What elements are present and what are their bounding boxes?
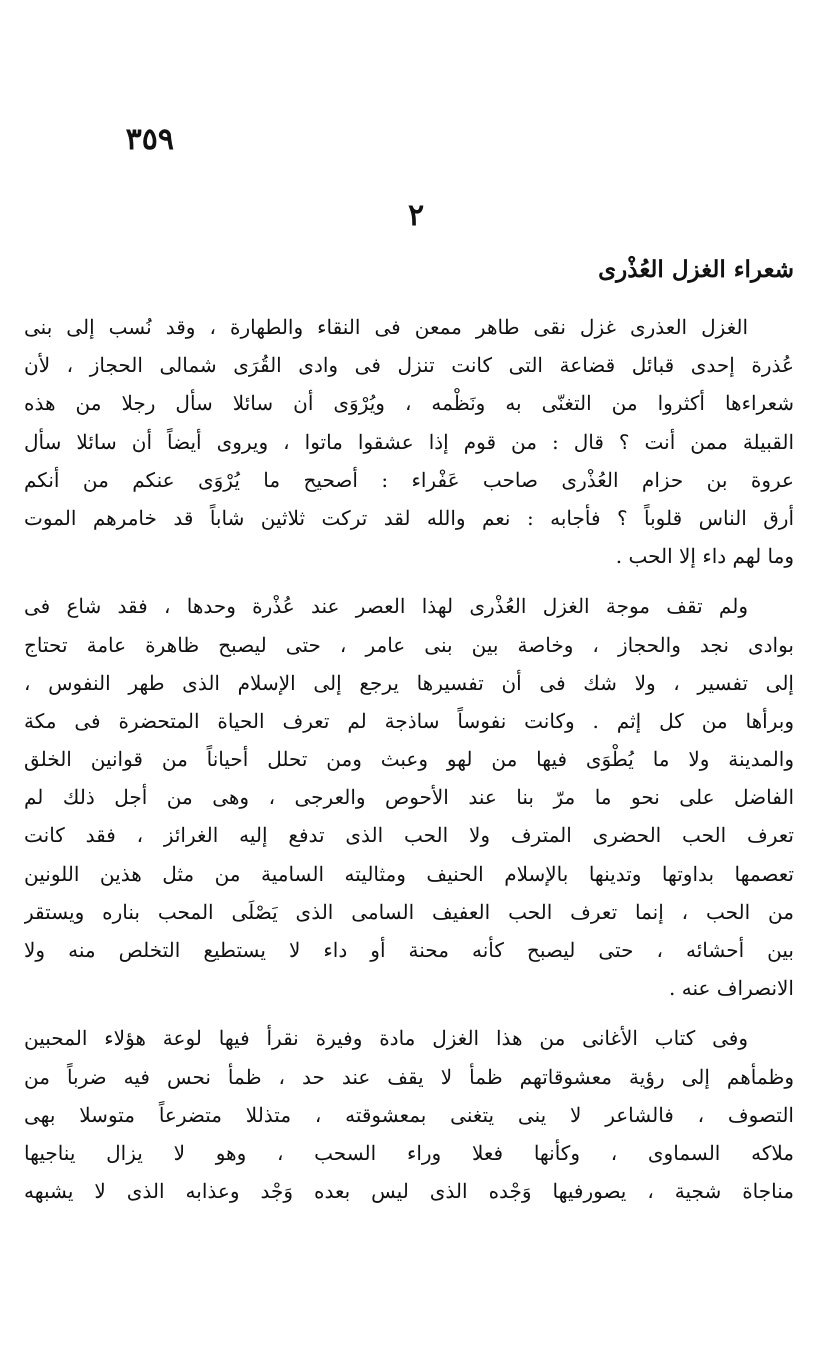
text-line: ملاكه السماوى ، وكأنها فعلا وراء السحب ، وهو لا يزال يناجيها bbox=[24, 1140, 794, 1165]
text-line: والمدينة ولا ما يُطْوَى فيها من لهو وعبث ومن تحلل أحياناً من قوانين الخلق bbox=[24, 747, 794, 772]
text-line: من الحب ، إنما تعرف الحب العفيف السامى الذى يَصْلَى المحب بناره ويستقر bbox=[24, 899, 794, 924]
text-line: بوادى نجد والحجاز ، وخاصة بين بنى عامر ، حتى ليصبح ظاهرة عامة تحتاج bbox=[24, 632, 794, 657]
text-line: تعرف الحب الحضرى المترف ولا الحب الذى تدفع إليه الغرائز ، فقد كانت bbox=[24, 823, 794, 848]
text-line: شعراءها أكثروا من التغنّى به ونَظْمه ، ويُرْوَى أن سائلا سأل رجلا من هذه bbox=[24, 391, 794, 416]
text-line: أرق الناس قلوباً ؟ فأجابه : نعم والله لقد تركت ثلاثين شاباً قد خامرهم الموت bbox=[24, 505, 794, 530]
text-line: الانصراف عنه . bbox=[669, 976, 794, 1001]
section-heading: شعراء الغزل العُذْرى bbox=[598, 256, 794, 283]
page-number: ٣٥٩ bbox=[125, 122, 174, 157]
body-text bbox=[24, 308, 794, 1222]
paragraph bbox=[24, 1019, 794, 1210]
text-line: عُذرة إحدى قبائل قضاعة التى كانت تنزل فى وادى القُرَى شمالى الحجاز ، لأن bbox=[24, 353, 794, 378]
text-line: إلى تفسير ، ولا شك فى أن تفسيرها يرجع إلى الإسلام الذى طهر النفوس ، bbox=[24, 670, 794, 695]
text-line: الفاضل على نحو ما مرّ بنا عند الأحوص والعرجى ، وهى من أجل ذلك لم bbox=[24, 785, 794, 810]
text-line: وفى كتاب الأغانى من هذا الغزل مادة وفيرة نقرأ فيها لوعة هؤلاء المحبين bbox=[24, 1026, 748, 1051]
text-line: القبيلة ممن أنت ؟ قال : من قوم إذا عشقوا ماتوا ، ويروى أيضاً أن سائلا سأل bbox=[24, 429, 794, 454]
text-line: التصوف ، فالشاعر لا ينى يتغنى بمعشوقته ، متذللا متضرعاً متوسلا بهى bbox=[24, 1102, 794, 1127]
text-line: بين أحشائه ، حتى ليصبح كأنه محنة أو داء لا يستطيع التخلص منه ولا bbox=[24, 938, 794, 962]
paragraph bbox=[24, 308, 794, 575]
text-line: ولم تقف موجة الغزل العُذْرى لهذا العصر عند عُذْرة وحدها ، فقد شاع فى bbox=[24, 594, 748, 619]
text-line: وما لهم داء إلا الحب . bbox=[615, 544, 794, 569]
text-line: عروة بن حزام العُذْرى صاحب عَفْراء : أصحيح ما يُرْوَى عنكم من أنكم bbox=[24, 467, 794, 492]
text-line: وظمأهم إلى رؤية معشوقاتهم ظمأ لا يقف عند حد ، ظمأ نحس فيه ضرباً من bbox=[24, 1064, 794, 1089]
text-line: تعصمها بداوتها وتدينها بالإسلام الحنيف ومثاليته السامية من مثل هذين اللونين bbox=[24, 861, 794, 886]
paragraph bbox=[24, 587, 794, 1007]
text-line: مناجاة شجية ، يصورفيها وَجْده الذى ليس بعده وَجْد وعذابه الذى لا يشبهه bbox=[24, 1179, 794, 1204]
text-line: وبرأها من كل إثم . وكانت نفوساً ساذجة لم تعرف الحياة المتحضرة فى مكة bbox=[24, 708, 794, 733]
text-line: الغزل العذرى غزل نقى طاهر ممعن فى النقاء والطهارة ، وقد نُسب إلى بنى bbox=[24, 315, 748, 339]
section-number: ٢ bbox=[407, 198, 425, 233]
